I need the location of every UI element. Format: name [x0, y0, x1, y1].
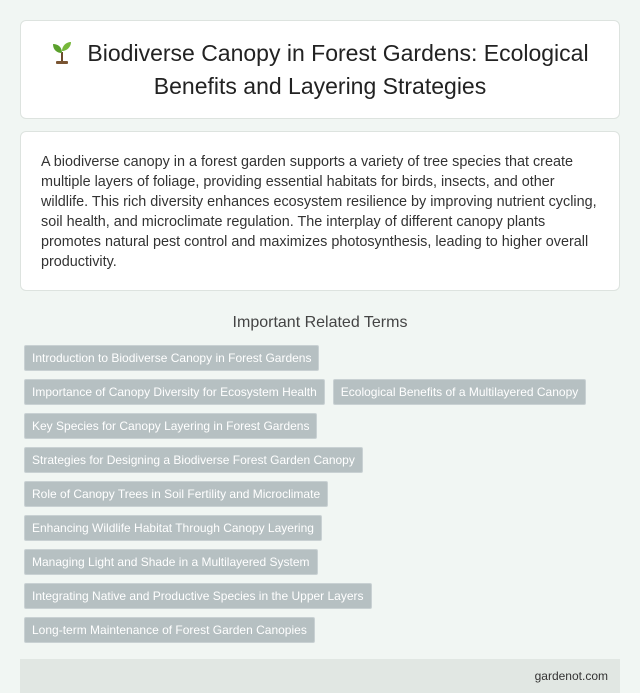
related-term-tag[interactable]: Introduction to Biodiverse Canopy in Forest Gardens [24, 345, 319, 371]
related-term-tag[interactable]: Key Species for Canopy Layering in Forest Gardens [24, 413, 317, 439]
related-terms-heading: Important Related Terms [232, 314, 408, 331]
description-card [20, 131, 620, 291]
page-title-text: Biodiverse Canopy in Forest Gardens: Ecological Benefits and Layering Strategies [87, 40, 589, 99]
related-term-tag[interactable]: Role of Canopy Trees in Soil Fertility and Microclimate [24, 481, 328, 507]
related-term-tag[interactable]: Long-term Maintenance of Forest Garden Canopies [24, 617, 315, 643]
title-card [20, 20, 620, 119]
related-term-tag[interactable]: Enhancing Wildlife Habitat Through Canopy Layering [24, 515, 322, 541]
footer-site-link[interactable]: gardenot.com [534, 669, 608, 683]
related-term-tag[interactable]: Integrating Native and Productive Species in the Upper Layers [24, 583, 372, 609]
related-term-tag[interactable]: Managing Light and Shade in a Multilayered System [24, 549, 318, 575]
description-text: A biodiverse canopy in a forest garden supports a variety of tree species that create multiple layers of foliage, providing essential habitats for birds, insects, and other wildlife. This rich diversity enhances ecosystem resilience by improving nutrient cycling, soil health, and microclimate regulation. The interplay of different canopy plants promotes natural pest control and maximizes photosynthesis, leading to higher overall productivity. [41, 154, 597, 270]
related-terms-list [20, 345, 620, 643]
related-term-tag[interactable]: Ecological Benefits of a Multilayered Canopy [333, 379, 586, 405]
sprout-icon [51, 40, 73, 71]
related-term-tag[interactable]: Strategies for Designing a Biodiverse Forest Garden Canopy [24, 447, 363, 473]
footer [20, 659, 620, 693]
related-term-tag[interactable]: Importance of Canopy Diversity for Ecosystem Health [24, 379, 325, 405]
page-title [21, 38, 619, 101]
